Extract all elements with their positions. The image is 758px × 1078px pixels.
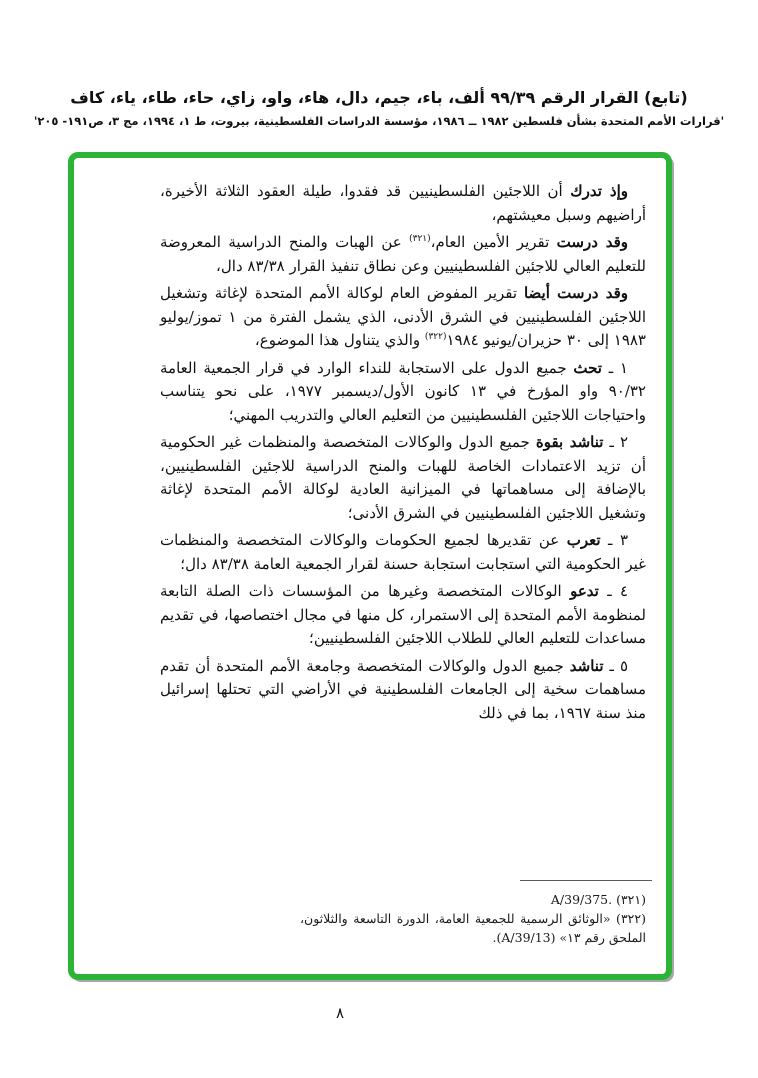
lead-word: تحث (573, 358, 602, 377)
paragraph (160, 529, 646, 576)
lead-word: وقد درست (556, 233, 629, 251)
footnote-reference: (٣٢١) (409, 234, 431, 244)
footnote-separator (520, 880, 652, 881)
source-citation: 'قرارات الأمم المتحدة بشأن فلسطين ١٩٨٢ ــ ١٩٨٦، مؤسسة الدراسات الفلسطينية، بيروت، ط ١، ١٩٩٤، مج ٣، ص١٩١- ٢٠٥' (33, 114, 725, 128)
paragraph-text: جميع الدول والوكالات المتخصصة والمنظمات غير الحكومية أن تزيد الاعتمادات الخاصة للهبات والمنح الدراسية للاجئين الفلسطينيين، بالإضافة إلى مساهماتها في الميزانية العادية لوكالة الأمم المتحدة لإغاثة وتشغيل اللاجئين الفلسطينيين في الشرق الأدنى؛ (160, 433, 646, 522)
paragraph-text: جميع الدول والوكالات المتخصصة وجامعة الأمم المتحدة أن تقدم مساهمات سخية إلى الجامعات الفلسطينية في الأراضي التي تحتلها إسرائيل منذ سنة ١٩٦٧، بما في ذلك (160, 656, 646, 722)
footnote-marker: (٣٢٢) (610, 911, 646, 926)
footnote-reference: (٣٢٢) (424, 332, 447, 342)
paragraph-text: ٥ ـ (603, 656, 628, 675)
footnotes (300, 890, 646, 947)
paragraph-text: تقرير الأمين العام، (430, 233, 557, 251)
lead-word: وقد درست أيضا (523, 284, 628, 302)
paragraph-text: عن تقديرها لجميع الحكومات والوكالات المتخصصة والمنظمات غير الحكومية التي استجابت استجابة حسنة لقرار الجمعية العامة ٨٣/٣٨ دال؛ (160, 531, 646, 573)
paragraph-text: جميع الدول على الاستجابة للنداء الوارد في قرار الجمعية العامة ٩٠/٣٢ واو المؤرخ في ١٣ كانون الأول/ديسمبر ١٩٧٧، على نحو يتناسب واحتياجات اللاجئين الفلسطينيين من التعليم العالي والتدريب المهني؛ (160, 358, 646, 424)
lead-word: تدعو (570, 582, 599, 600)
page-number: ٨ (335, 1004, 345, 1022)
paragraph (160, 357, 646, 428)
lead-word: تناشد (569, 656, 604, 675)
lead-word: تعرب (566, 531, 601, 549)
resolution-continuation-title: (تابع) القرار الرقم ٩٩/٣٩ ألف، باء، جيم، دال، هاء، واو، زاي، حاء، طاء، ياء، كاف (70, 88, 688, 107)
footnote (300, 890, 646, 909)
paragraph-text: ٢ ـ (603, 433, 628, 451)
paragraph-text: أن اللاجئين الفلسطينيين قد فقدوا، طيلة العقود الثلاثة الأخيرة، أراضيهم وسبل معيشتهم، (160, 182, 646, 224)
paragraph-text: ٣ ـ (600, 531, 628, 549)
paragraph (160, 282, 646, 353)
lead-word: تناشد بقوة (535, 433, 604, 451)
paragraph (160, 655, 646, 726)
footnote-marker: (٣٢١) (612, 892, 646, 907)
footnote-text: «الوثائق الرسمية للجمعية العامة، الدورة التاسعة والثلاثون، الملحق رقم ١٣» (A/39/13). (300, 911, 646, 945)
footnote-document-symbol: A/39/375. (550, 892, 613, 907)
paragraph (160, 231, 646, 278)
paragraph (160, 431, 646, 525)
footnote (300, 909, 646, 947)
paragraph-text: ١ ـ (601, 358, 628, 377)
resolution-text (160, 180, 646, 729)
paragraph (160, 580, 646, 651)
paragraph-text: تقرير المفوض العام لوكالة الأمم المتحدة لإغاثة وتشغيل اللاجئين الفلسطينيين في الشرق الأدنى، الذي يشمل الفترة من ١ تموز/يوليو ١٩٨٣ إلى ٣٠ حزيران/يونيو ١٩٨٤ (160, 284, 646, 349)
highlight-border-box (68, 152, 672, 980)
lead-word: وإذ تدرك (570, 182, 629, 200)
document-header (0, 88, 758, 128)
paragraph-text: ٤ ـ (598, 582, 629, 600)
paragraph-text: الوكالات المتخصصة وغيرها من المؤسسات ذات الصلة التابعة لمنظومة الأمم المتحدة إلى الاستمرار، كل منها في مجال اختصاصها، في تقديم مساعدات للتعليم العالي للطلاب اللاجئين الفلسطينيين؛ (160, 582, 646, 647)
paragraph-text: عن الهبات والمنح الدراسية المعروضة للتعليم العالي للاجئين الفلسطينيين وعن نطاق تنفيذ القرار ٨٣/٣٨ دال، (160, 233, 646, 275)
paragraph (160, 180, 646, 227)
paragraph-text: والذي يتناول هذا الموضوع، (254, 331, 425, 349)
